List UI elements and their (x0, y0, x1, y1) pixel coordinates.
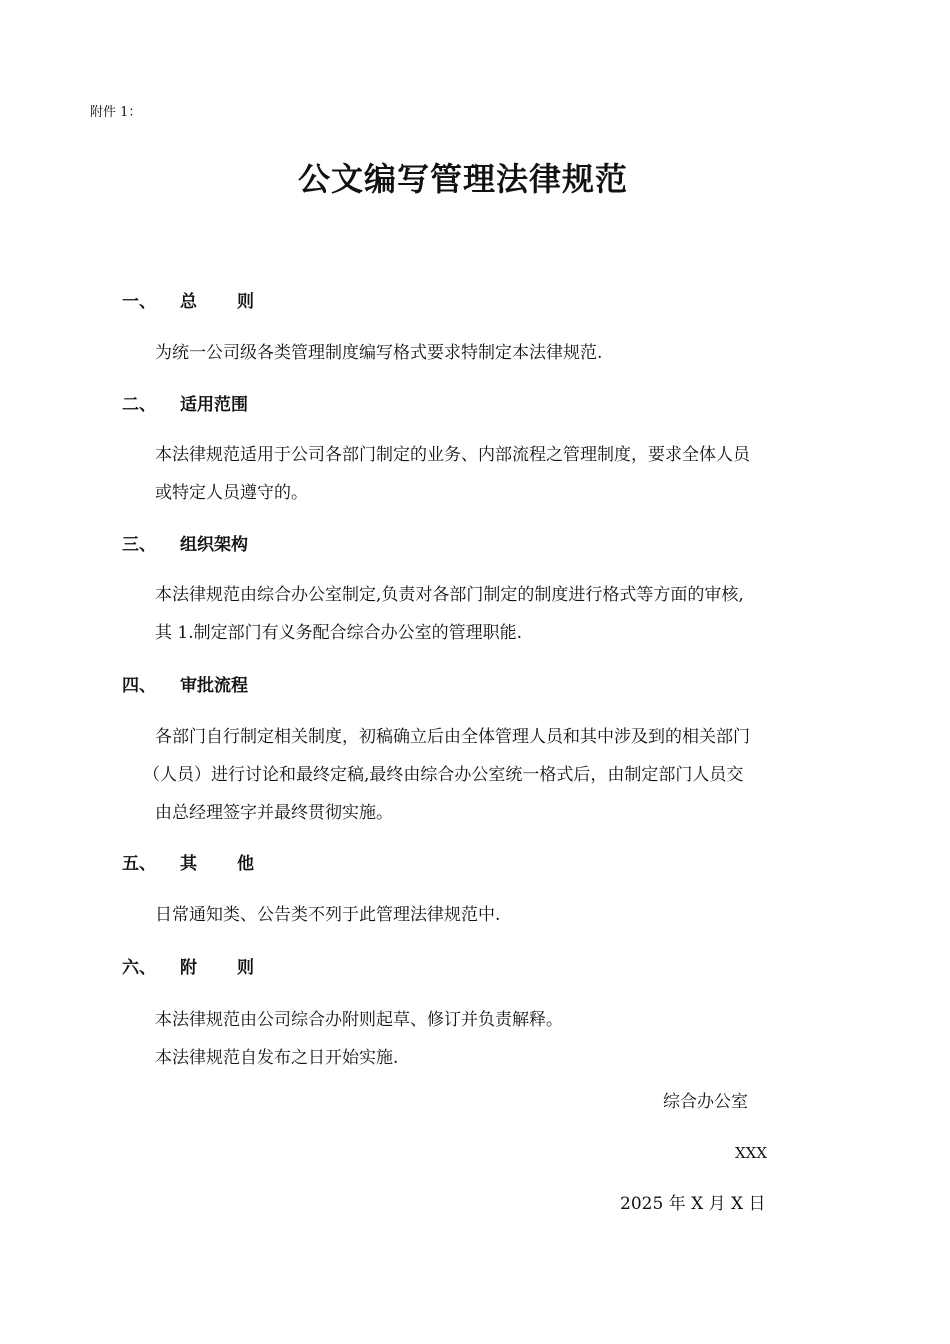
section-body-approval (143, 718, 855, 832)
section-heading-organization (122, 531, 248, 559)
section-body-organization (155, 576, 855, 652)
body-line: 本法律规范由公司综合办附则起草、修订并负责解释。 (155, 1010, 563, 1030)
body-line: 为统一公司级各类管理制度编写格式要求特制定本法律规范. (155, 343, 603, 363)
section-title: 其他 (180, 854, 294, 874)
section-number: 一、 (122, 292, 156, 312)
signature-office: 综合办公室 (663, 1092, 748, 1112)
body-line: 由总经理签字并最终贯彻实施。 (155, 803, 393, 823)
attachment-label: 附件 1： (90, 105, 142, 120)
section-number: 三、 (122, 535, 156, 555)
section-body-other (155, 896, 855, 934)
section-title: 适用范围 (180, 395, 248, 415)
section-title: 总则 (180, 292, 294, 312)
section-title: 附则 (180, 958, 294, 978)
section-title: 审批流程 (180, 676, 248, 696)
body-line: 或特定人员遵守的。 (155, 483, 308, 503)
body-line: 本法律规范由综合办公室制定,负责对各部门制定的制度进行格式等方面的审核, (155, 585, 744, 605)
body-line: 本法律规范自发布之日开始实施. (155, 1048, 399, 1068)
section-number: 四、 (122, 676, 156, 696)
section-number: 五、 (122, 854, 156, 874)
section-heading-supplementary (122, 954, 294, 982)
section-body-general (155, 334, 855, 372)
section-heading-approval (122, 672, 248, 700)
body-line: 其 1.制定部门有义务配合综合办公室的管理职能. (155, 623, 523, 643)
section-heading-general (122, 288, 294, 316)
body-line: （人员）进行讨论和最终定稿,最终由综合办公室统一格式后，由制定部门人员交 (143, 765, 744, 785)
signature-date: 2025 年 X 月 X 日 (620, 1194, 766, 1214)
document-title: 公文编写管理法律规范 (297, 160, 628, 198)
signature-name: XXX (735, 1144, 768, 1162)
section-heading-scope (122, 391, 248, 419)
section-number: 二、 (122, 395, 156, 415)
section-heading-other (122, 850, 294, 878)
section-body-scope (155, 436, 855, 512)
body-line: 本法律规范适用于公司各部门制定的业务、内部流程之管理制度，要求全体人员 (155, 445, 750, 465)
body-line: 日常通知类、公告类不列于此管理法律规范中. (155, 905, 501, 925)
body-line: 各部门自行制定相关制度，初稿确立后由全体管理人员和其中涉及到的相关部门 (155, 727, 750, 747)
section-title: 组织架构 (180, 535, 248, 555)
section-number: 六、 (122, 958, 156, 978)
section-body-supplementary (155, 1001, 855, 1077)
